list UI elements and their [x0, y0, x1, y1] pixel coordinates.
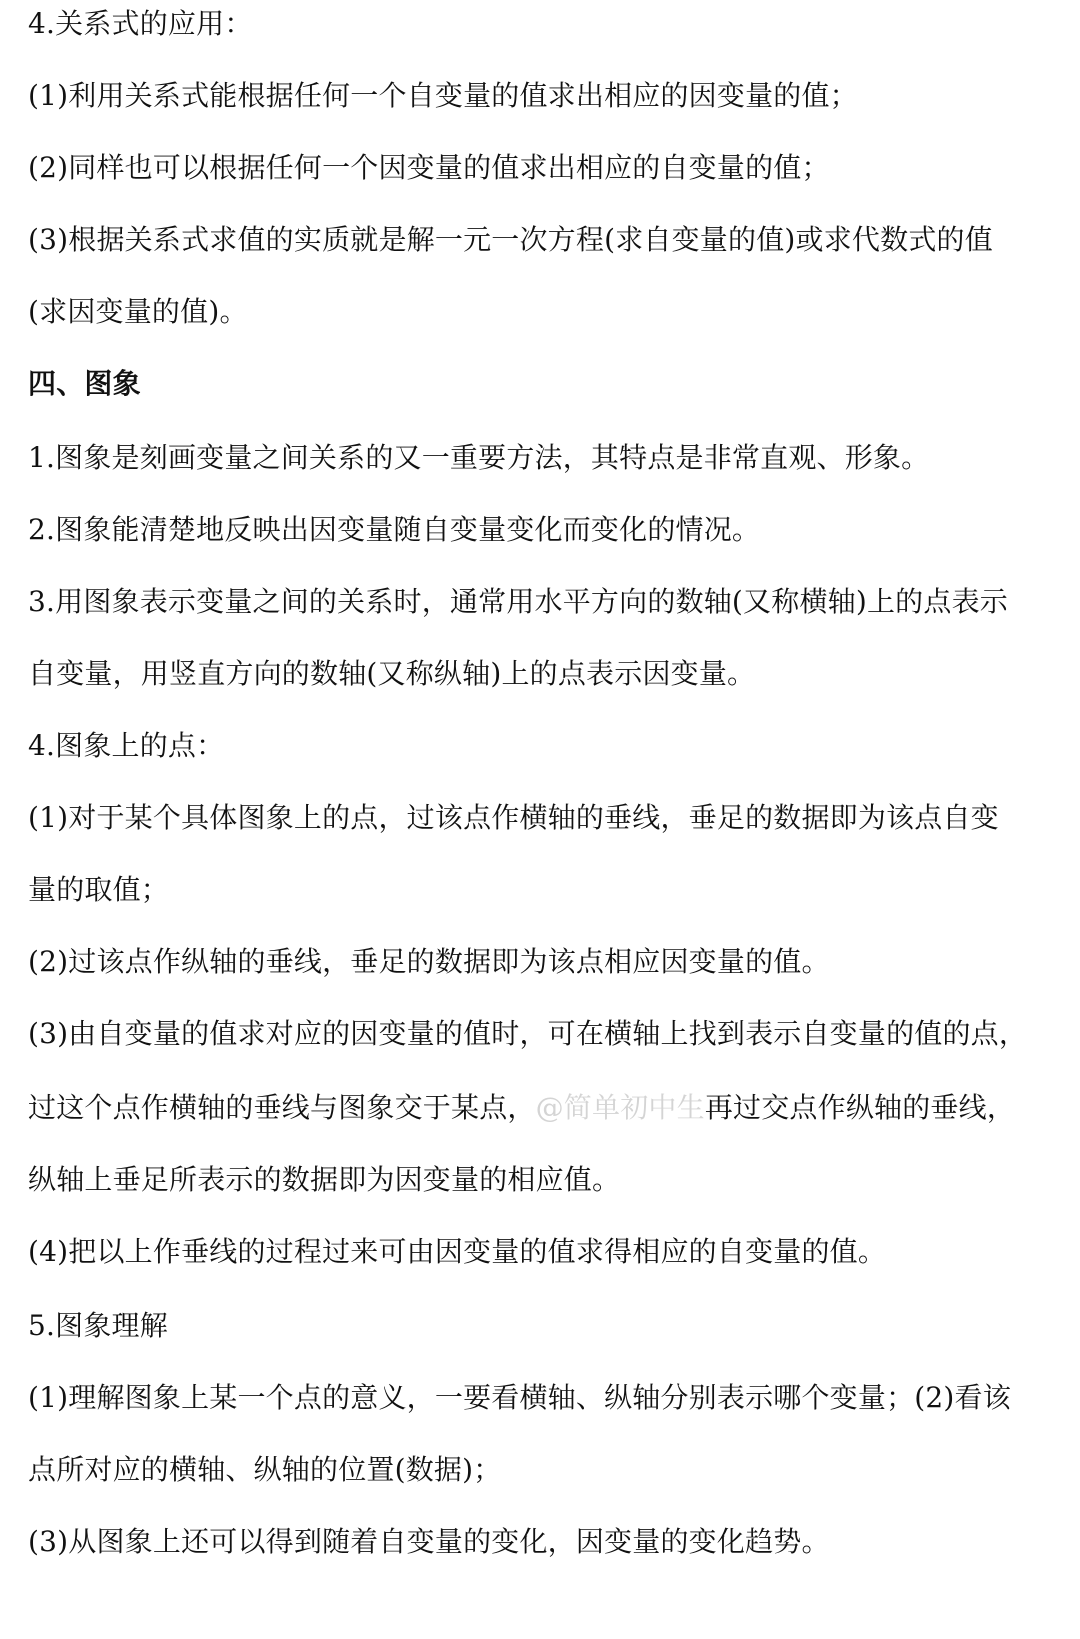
- paragraph-line: (1)对于某个具体图象上的点，过该点作横轴的垂线，垂足的数据即为该点自变: [28, 801, 999, 834]
- paragraph-line: 3.用图象表示变量之间的关系时，通常用水平方向的数轴(又称横轴)上的点表示: [28, 585, 1008, 618]
- paragraph-line: (3)由自变量的值求对应的因变量的值时，可在横轴上找到表示自变量的值的点，: [28, 1017, 1028, 1050]
- watermark: @简单初中生: [535, 1091, 705, 1124]
- paragraph-line: (求因变量的值)。: [28, 295, 248, 328]
- paragraph-line: 1.图象是刻画变量之间关系的又一重要方法，其特点是非常直观、形象。: [28, 441, 930, 474]
- paragraph-line: (1)利用关系式能根据任何一个自变量的值求出相应的因变量的值；: [28, 79, 858, 112]
- subheading-relation-application: 4.关系式的应用：: [28, 7, 253, 40]
- paragraph-line: 自变量，用竖直方向的数轴(又称纵轴)上的点表示因变量。: [28, 657, 756, 690]
- paragraph-line: (4)把以上作垂线的过程过来可由因变量的值求得相应的自变量的值。: [28, 1235, 887, 1268]
- paragraph-line: (3)从图象上还可以得到随着自变量的变化，因变量的变化趋势。: [28, 1525, 830, 1558]
- paragraph-fragment: 再过交点作纵轴的垂线，: [704, 1091, 1016, 1124]
- paragraph-line-with-watermark: [28, 1090, 1068, 1126]
- paragraph-line: (1)理解图象上某一个点的意义，一要看横轴、纵轴分别表示哪个变量；(2)看该: [28, 1381, 1011, 1414]
- paragraph-line: 纵轴上垂足所表示的数据即为因变量的相应值。: [28, 1163, 621, 1196]
- paragraph-line: 量的取值；: [28, 873, 170, 906]
- paragraph-line: 2.图象能清楚地反映出因变量随自变量变化而变化的情况。: [28, 513, 761, 546]
- paragraph-line: (2)过该点作纵轴的垂线，垂足的数据即为该点相应因变量的值。: [28, 945, 830, 978]
- paragraph-line: (2)同样也可以根据任何一个因变量的值求出相应的自变量的值；: [28, 151, 830, 184]
- paragraph-line: (3)根据关系式求值的实质就是解一元一次方程(求自变量的值)或求代数式的值: [28, 223, 993, 256]
- section-heading-graph: 四、图象: [28, 367, 141, 400]
- subheading-graph-understanding: 5.图象理解: [28, 1309, 168, 1342]
- paragraph-fragment: 过这个点作横轴的垂线与图象交于某点，: [28, 1091, 536, 1124]
- subheading-graph-points: 4.图象上的点：: [28, 729, 225, 762]
- paragraph-line: 点所对应的横轴、纵轴的位置(数据)；: [28, 1453, 502, 1486]
